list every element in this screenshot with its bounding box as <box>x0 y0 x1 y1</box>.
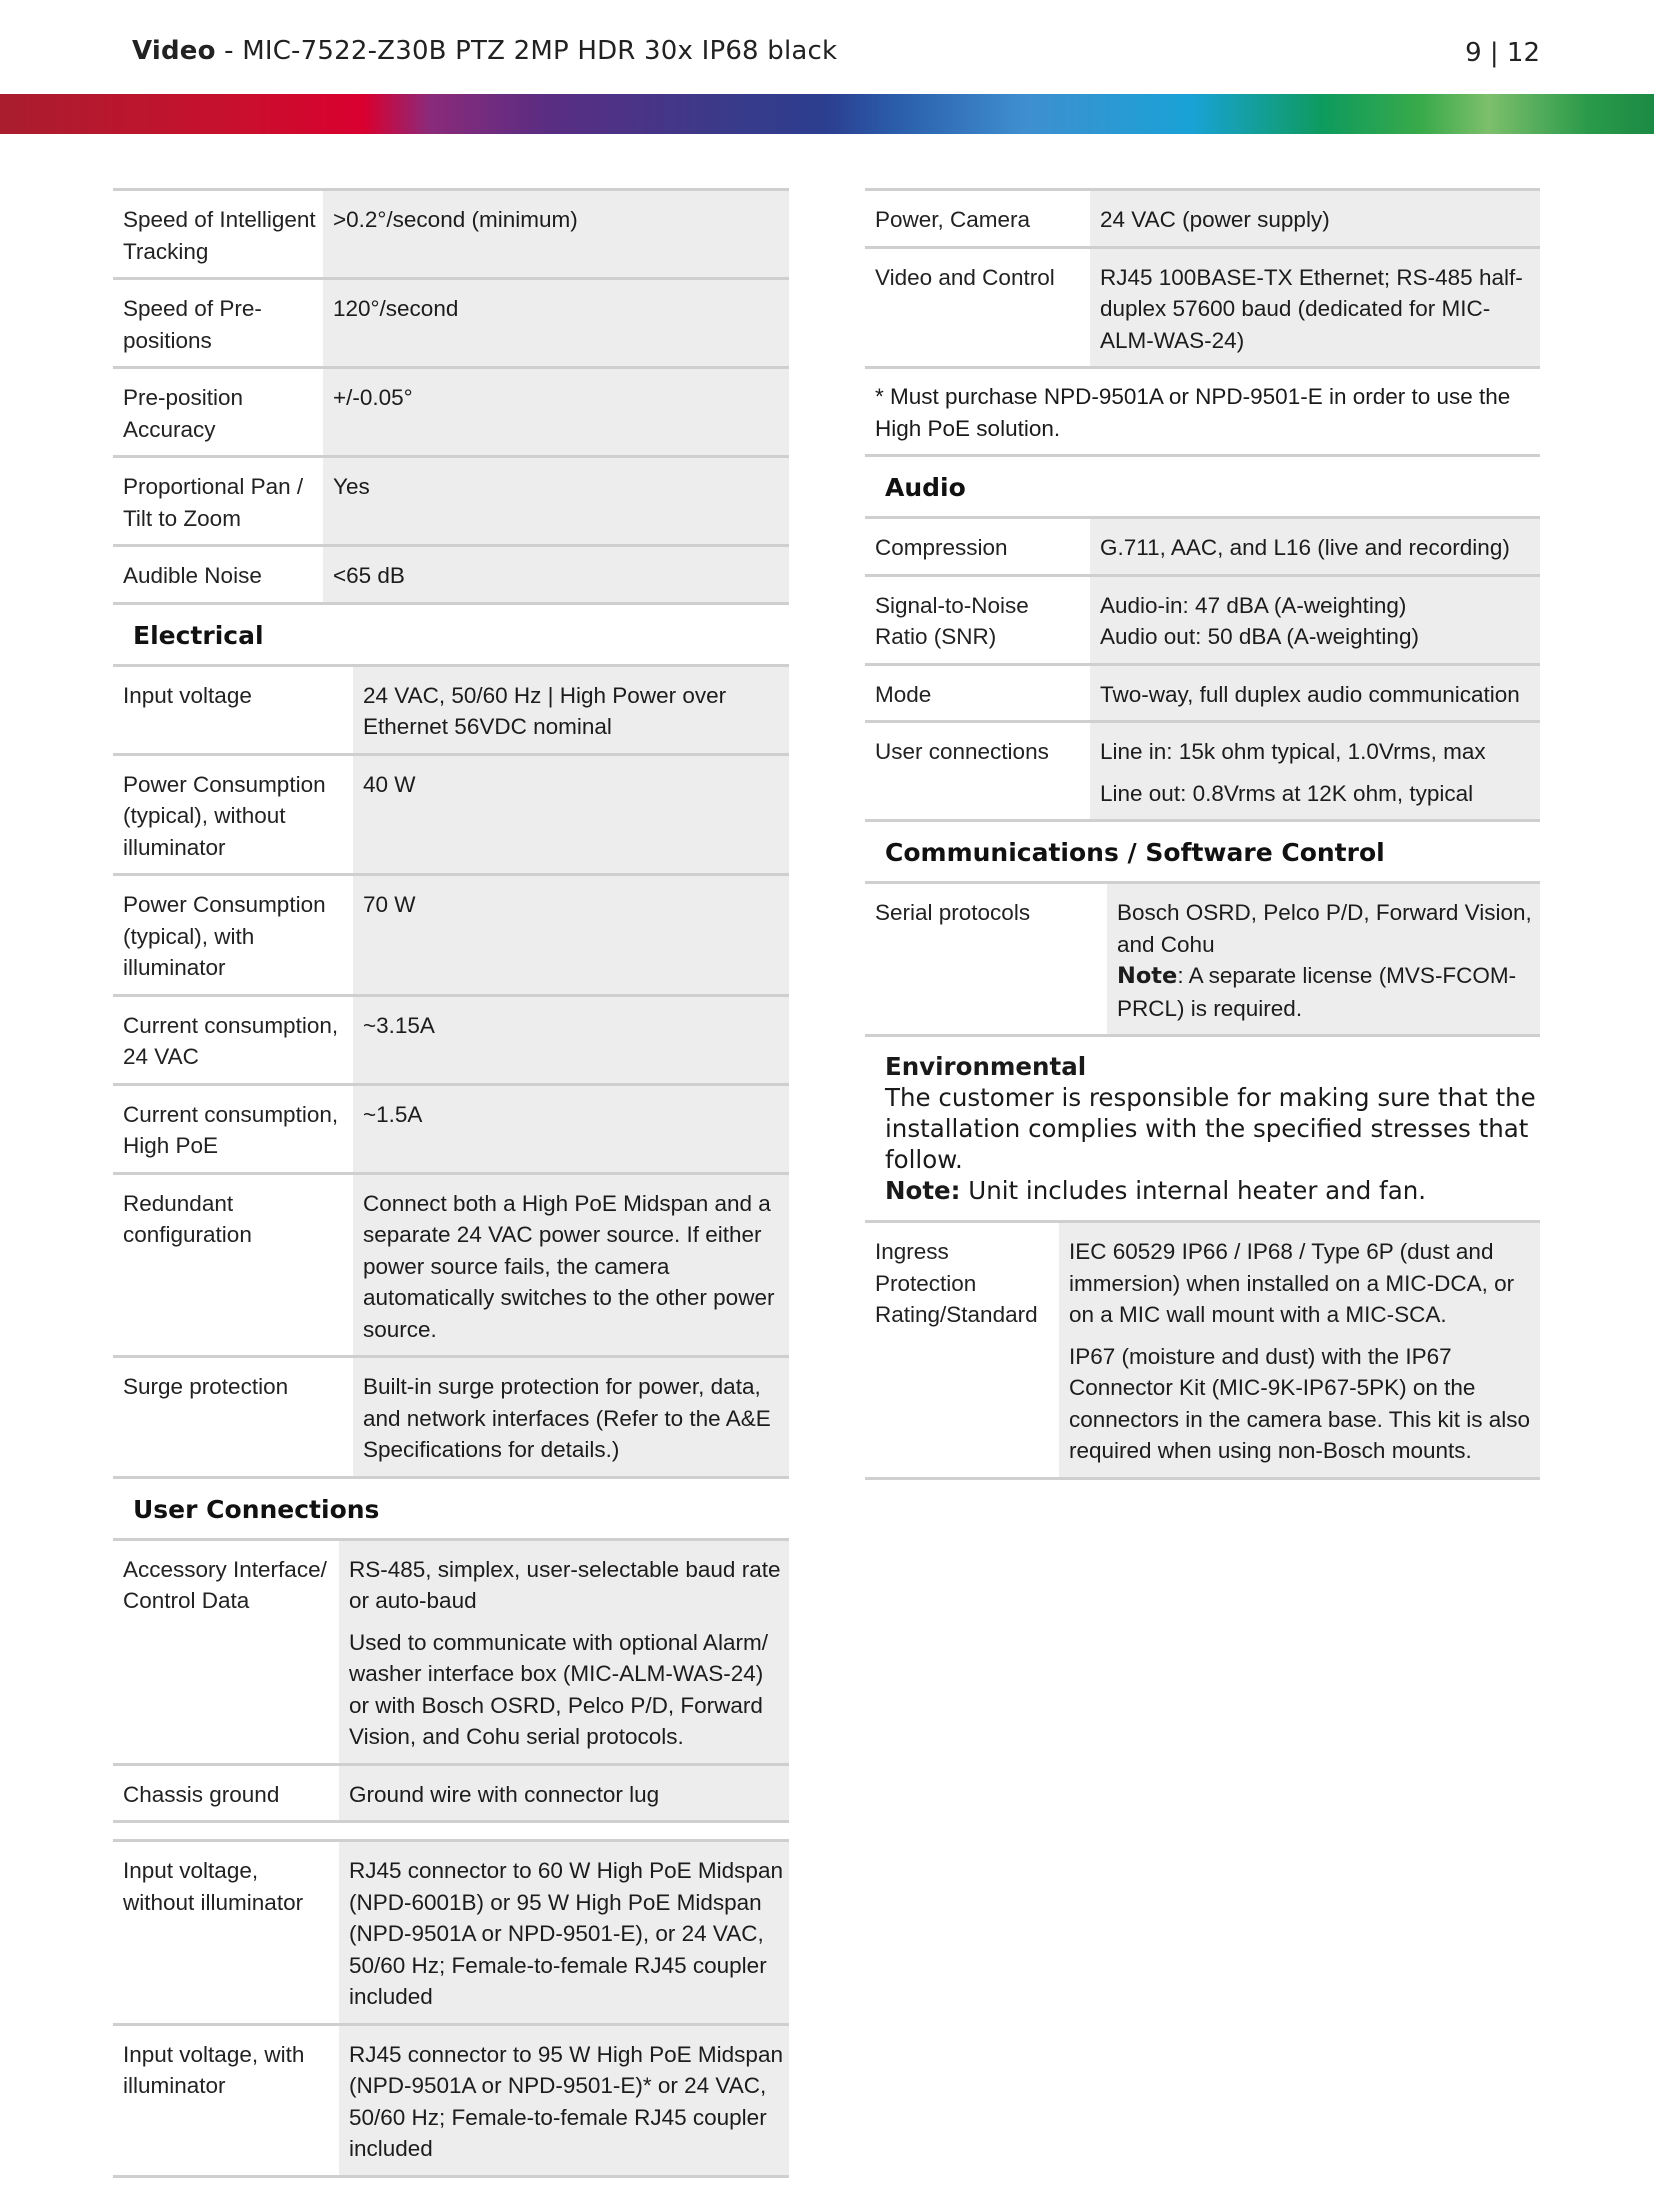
note-label: Note <box>1117 963 1178 989</box>
table-row <box>865 519 1540 575</box>
section-heading-electrical: Electrical <box>113 605 789 667</box>
spec-table-audio <box>865 519 1540 822</box>
spec-value: ~3.15A <box>353 995 789 1084</box>
spec-key: Serial protocols <box>865 884 1107 1036</box>
table-row <box>113 457 789 546</box>
spec-key: Signal-to-Noise Ratio (SNR) <box>865 575 1090 664</box>
spec-value-line: Line in: 15k ohm typical, 1.0Vrms, max <box>1100 739 1486 764</box>
brand-color-band <box>0 94 1654 134</box>
spec-value: Ground wire with connector lug <box>339 1764 789 1822</box>
section-heading-environmental: Environmental <box>885 1052 1087 1081</box>
spec-value: 24 VAC (power supply) <box>1090 190 1540 248</box>
spec-value: Built-in surge protection for power, data, and network interfaces (Refer to the A&E Specifications for details.) <box>353 1357 789 1478</box>
spec-value: Two-way, full duplex audio communication <box>1090 664 1540 722</box>
spec-value <box>1090 575 1540 664</box>
spec-note <box>1117 960 1534 1024</box>
table-row <box>113 875 789 996</box>
spec-key: Current consumption, High PoE <box>113 1084 353 1173</box>
spec-key: Proportional Pan / Tilt to Zoom <box>113 457 323 546</box>
spec-value: RJ45 connector to 95 W High PoE Midspan (NPD-9501A or NPD-9501-E)* or 24 VAC, 50/60 Hz; Female-to-female RJ45 coupler included <box>339 2024 789 2176</box>
spec-key: Ingress Protection Rating/Standard <box>865 1223 1059 1478</box>
spec-value-line: Used to communicate with optional Alarm/ washer interface box (MIC-ALM-WAS-24) or with Bosch OSRD, Pelco P/D, Forward Vision, and Cohu serial protocols. <box>349 1629 768 1749</box>
spec-value: 120°/second <box>323 279 789 368</box>
spec-value <box>339 1541 789 1765</box>
table-row <box>113 1541 789 1765</box>
table-row <box>113 368 789 457</box>
page-header <box>132 30 1540 74</box>
spec-value: 70 W <box>353 875 789 996</box>
spec-key: Speed of Pre-positions <box>113 279 323 368</box>
spec-key: Video and Control <box>865 247 1090 368</box>
document-title <box>132 36 837 66</box>
table-row <box>113 2024 789 2176</box>
spec-table-ingress <box>865 1223 1540 1480</box>
spec-table-input-voltage <box>113 1839 789 2178</box>
spec-value: <65 dB <box>323 546 789 604</box>
spec-key: Current consumption, 24 VAC <box>113 995 353 1084</box>
table-row <box>865 247 1540 368</box>
spec-key: Power Consumption (typical), with illuminator <box>113 875 353 996</box>
spec-key: Redundant configuration <box>113 1173 353 1357</box>
spec-value-line: Audio-in: 47 dBA (A-weighting) <box>1100 592 1407 618</box>
spec-value-line: Line out: 0.8Vrms at 12K ohm, typical <box>1100 780 1474 806</box>
spec-key: Compression <box>865 519 1090 575</box>
table-row <box>113 1764 789 1822</box>
table-row <box>865 664 1540 722</box>
spec-key: Mode <box>865 664 1090 722</box>
spec-key: Input voltage, with illuminator <box>113 2024 339 2176</box>
spec-key: Audible Noise <box>113 546 323 604</box>
spec-value-line: Bosch OSRD, Pelco P/D, Forward Vision, and Cohu <box>1117 900 1532 957</box>
table-row <box>113 1173 789 1357</box>
section-heading-user-connections: User Connections <box>113 1479 789 1541</box>
spec-key: Speed of Intelligent Tracking <box>113 190 323 279</box>
spec-key: Power, Camera <box>865 190 1090 248</box>
spec-key: Power Consumption (typical), without illuminator <box>113 754 353 875</box>
spec-value-line: IEC 60529 IP66 / IP68 / Type 6P (dust and immersion) when installed on a MIC-DCA, or on a MIC wall mount with a MIC-SCA. <box>1069 1239 1515 1327</box>
environmental-note <box>885 1175 1540 1206</box>
spec-key: Input voltage <box>113 667 353 755</box>
table-row <box>865 190 1540 248</box>
spec-value: G.711, AAC, and L16 (live and recording) <box>1090 519 1540 575</box>
spec-value: RJ45 100BASE-TX Ethernet; RS-485 half-duplex 57600 baud (dedicated for MIC-ALM-WAS-24) <box>1090 247 1540 368</box>
table-row <box>113 995 789 1084</box>
spec-value: ~1.5A <box>353 1084 789 1173</box>
spec-value: RJ45 connector to 60 W High PoE Midspan (NPD-6001B) or 95 W High PoE Midspan (NPD-9501A or NPD-9501-E), or 24 VAC, 50/60 Hz; Female-to-female RJ45 coupler included <box>339 1841 789 2025</box>
spec-table-ptz <box>113 188 789 605</box>
table-row <box>113 1084 789 1173</box>
left-column <box>113 188 789 2178</box>
spec-table-power <box>865 188 1540 369</box>
section-heading-communications: Communications / Software Control <box>865 822 1540 884</box>
spec-key: Input voltage, without illuminator <box>113 1841 339 2025</box>
spec-key: Pre-position Accuracy <box>113 368 323 457</box>
spec-table-electrical <box>113 667 789 1479</box>
spec-value <box>1090 722 1540 821</box>
spec-table-user-connections <box>113 1541 789 1824</box>
table-row <box>113 1357 789 1478</box>
table-row <box>865 884 1540 1036</box>
spec-table-communications <box>865 884 1540 1037</box>
poe-footnote: * Must purchase NPD-9501A or NPD-9501-E in order to use the High PoE solution. <box>865 369 1540 457</box>
note-label: Note: <box>885 1176 961 1205</box>
spec-key: Accessory Interface/ Control Data <box>113 1541 339 1765</box>
environmental-text: The customer is responsible for making sure that the installation complies with the specified stresses that follow. <box>885 1083 1536 1174</box>
spec-key: Surge protection <box>113 1357 353 1478</box>
table-row <box>113 1841 789 2025</box>
right-column <box>865 188 1540 1480</box>
table-row <box>113 190 789 279</box>
table-row <box>113 754 789 875</box>
spec-value <box>1107 884 1540 1036</box>
spec-value: 40 W <box>353 754 789 875</box>
title-category: Video <box>132 36 216 66</box>
environmental-block <box>865 1037 1540 1223</box>
table-row <box>113 667 789 755</box>
spec-value: Connect both a High PoE Midspan and a separate 24 VAC power source. If either power source fails, the camera automatically switches to the other power source. <box>353 1173 789 1357</box>
note-text: : A separate license (MVS-FCOM-PRCL) is required. <box>1117 963 1517 1021</box>
spec-value-line: RS-485, simplex, user-selectable baud rate or auto-baud <box>349 1556 781 1613</box>
spec-value-line: IP67 (moisture and dust) with the IP67 Connector Kit (MIC-9K-IP67-5PK) on the connectors in the camera base. This kit is also required when using non-Bosch mounts. <box>1069 1343 1531 1463</box>
page-number: 9 | 12 <box>1465 38 1540 68</box>
table-row <box>113 546 789 604</box>
spec-value-line: Audio out: 50 dBA (A-weighting) <box>1100 624 1419 649</box>
title-product: - MIC-7522-Z30B PTZ 2MP HDR 30x IP68 black <box>215 36 838 66</box>
spec-value: 24 VAC, 50/60 Hz | High Power over Ethernet 56VDC nominal <box>353 667 789 755</box>
spec-key: User connections <box>865 722 1090 821</box>
table-row <box>865 722 1540 821</box>
table-row <box>113 279 789 368</box>
spec-value: >0.2°/second (minimum) <box>323 190 789 279</box>
table-row <box>865 575 1540 664</box>
spec-value: Yes <box>323 457 789 546</box>
spec-value <box>1059 1223 1540 1478</box>
spec-key: Chassis ground <box>113 1764 339 1822</box>
section-heading-audio: Audio <box>865 457 1540 519</box>
table-row <box>865 1223 1540 1478</box>
note-text: Unit includes internal heater and fan. <box>960 1176 1427 1205</box>
spec-value: +/-0.05° <box>323 368 789 457</box>
